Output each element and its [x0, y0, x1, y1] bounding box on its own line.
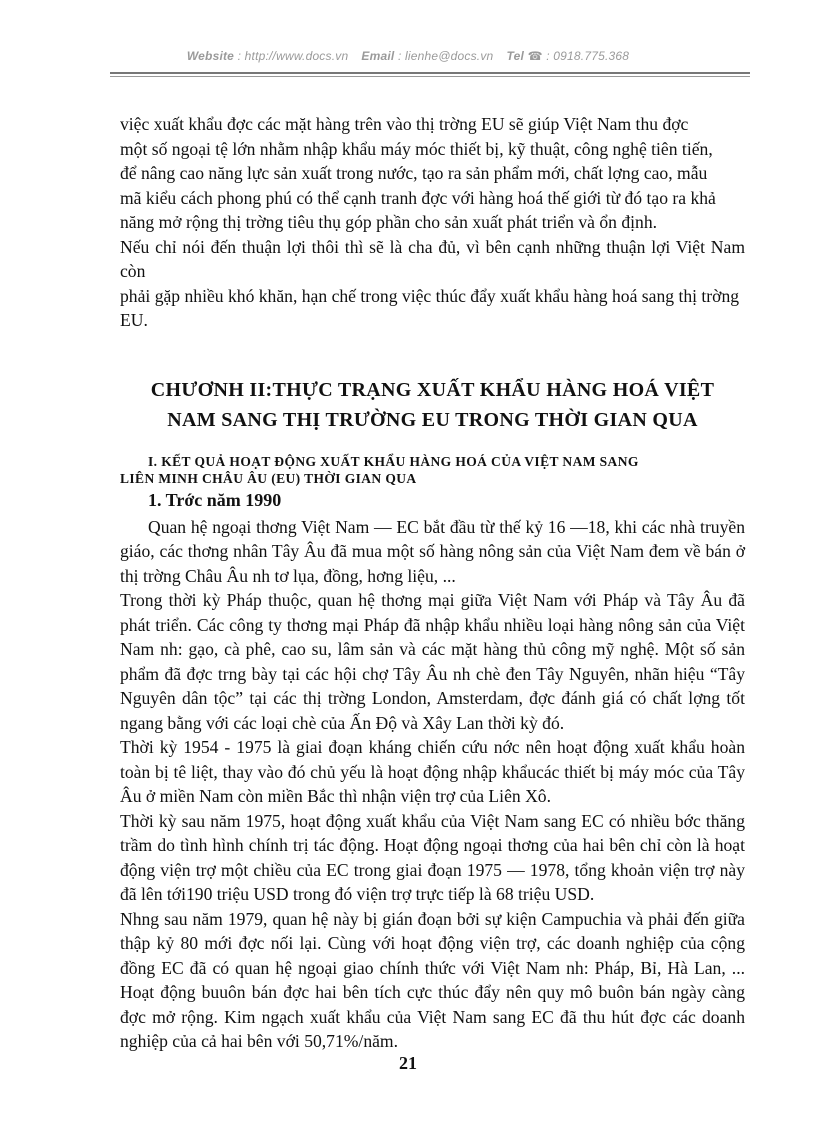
page-header — [0, 49, 816, 63]
intro-line: Nếu chỉ nói đến thuận lợi thôi thì sẽ là cha đủ, vì bên cạnh những thuận lợi Việt Nam còn — [120, 236, 745, 281]
body-text — [120, 515, 745, 1054]
tel-number: ☎ : 0918.775.368 — [527, 49, 630, 63]
body-paragraph-5: Nhng sau năm 1979, quan hệ này bị gián đoạn bởi sự kiện Campuchia và phải đến giữa thập kỷ 80 mới đợc nối lại. Cùng với hoạt động viện trợ, các doanh nghiệp của cộng đồng EC đã có quan hệ ngoại giao chính thức với Việt Nam nh: Pháp, Bỉ, Hà Lan, ... Hoạt động buuôn bán đợc hai bên tích cực thúc đẩy nên quy mô buôn bán ngày càng đợc mở rộng. Kim ngạch xuất khẩu của Việt Nam sang EC đã thu hút đợc các doanh nghiệp của cả hai bên với 50,71%/năm. — [120, 908, 745, 1051]
intro-line: một số ngoại tệ lớn nhằm nhập khẩu máy móc thiết bị, kỹ thuật, công nghệ tiên tiến, — [120, 138, 713, 159]
page-number: 21 — [399, 1053, 417, 1073]
header-rule-thin — [110, 76, 750, 77]
section-heading-line-1: I. KẾT QUẢ HOẠT ĐỘNG XUẤT KHẨU HÀNG HOÁ CỦA VIỆT NAM SANG — [148, 453, 639, 469]
chapter-title-line-2: NAM SANG THỊ TRƯỜNG EU TRONG THỜI GIAN QUA — [167, 408, 698, 431]
subsection-heading: 1. Trớc năm 1990 — [148, 489, 282, 510]
section-heading — [120, 453, 745, 487]
website-url[interactable]: : http://www.docs.vn — [237, 49, 349, 63]
email-address[interactable]: : lienhe@docs.vn — [397, 49, 494, 63]
intro-line: việc xuất khẩu đợc các mặt hàng trên vào thị trờng EU sẽ giúp Việt Nam thu đợc — [120, 114, 689, 134]
intro-line: để nâng cao năng lực sản xuất trong nước, tạo ra sản phẩm mới, chất lợng cao, mẫu — [120, 163, 708, 183]
intro-paragraph — [120, 112, 745, 333]
intro-line: năng mở rộng thị trờng tiêu thụ góp phần cho sản xuất phát triển và ổn định. — [120, 212, 658, 232]
intro-line: mã kiểu cách phong phú có thể cạnh tranh đợc với hàng hoá thế giới từ đó tạo ra khả — [120, 187, 716, 208]
body-paragraph-1: Quan hệ ngoại thơng Việt Nam — EC bắt đầu từ thế kỷ 16 —18, khi các nhà truyền giáo, các thơng nhân Tây Âu đã mua một số hàng nông sản của Việt Nam đem về bán ở thị trờng Châu Âu nh tơ lụa, đồng, hơng liệu, ... — [120, 516, 745, 586]
chapter-title-line-1: CHƯƠNH II:THỰC TRẠNG XUẤT KHẨU HÀNG HOÁ VIỆT — [150, 378, 715, 401]
chapter-title — [120, 375, 745, 435]
header-rule-thick — [110, 72, 750, 74]
body-paragraph-2: Trong thời kỳ Pháp thuộc, quan hệ thơng mại giữa Việt Nam với Pháp và Tây Âu đã phát triển. Các công ty thơng mại Pháp đã nhập khẩu nhiều loại hàng nông sản của Việt Nam nh: gạo, cà phê, cao su, lâm sản và các mặt hàng thủ công mỹ nghệ. Một số sản phẩm đã đợc trng bày tại các hội chợ Tây Âu nh chè đen Tây Nguyên, nhãn hiệu “Tây Nguyên dân tộc” tại các thị trờng London, Amsterdam, đợc đánh giá có chất lợng tốt ngang bằng với các loại chè của Ấn Độ và Xây Lan thời kỳ đó. — [120, 590, 745, 733]
section-heading-line-2: LIÊN MINH CHÂU ÂU (EU) THỜI GIAN QUA — [120, 470, 417, 486]
page-content — [120, 112, 745, 1054]
body-paragraph-4: Thời kỳ sau năm 1975, hoạt động xuất khẩu của Việt Nam sang EC có nhiều bớc thăng trầm do tình hình chính trị tác động. Hoạt động ngoại thơng của hai bên chỉ còn là hoạt động viện trợ một chiều của EC trong giai đoạn 1975 — 1978, tổng khoản viện trợ này đã lên tới190 triệu USD trong đó viện trợ trực tiếp là 68 triệu USD. — [120, 810, 745, 904]
website-label: Website — [186, 49, 235, 63]
intro-line: EU. — [120, 310, 148, 330]
email-label: Email — [361, 49, 395, 63]
tel-label: Tel — [506, 49, 525, 63]
intro-line: phải gặp nhiều khó khăn, hạn chế trong việc thúc đẩy xuất khẩu hàng hoá sang thị trờng — [120, 285, 740, 306]
body-paragraph-3: Thời kỳ 1954 - 1975 là giai đoạn kháng chiến cứu nớc nên hoạt động xuất khẩu hoàn toàn bị tê liệt, thay vào đó chủ yếu là hoạt động nhập khẩucác thiết bị máy móc của Tây Âu ở miền Nam còn miền Bắc thì nhận viện trợ của Liên Xô. — [120, 737, 745, 806]
